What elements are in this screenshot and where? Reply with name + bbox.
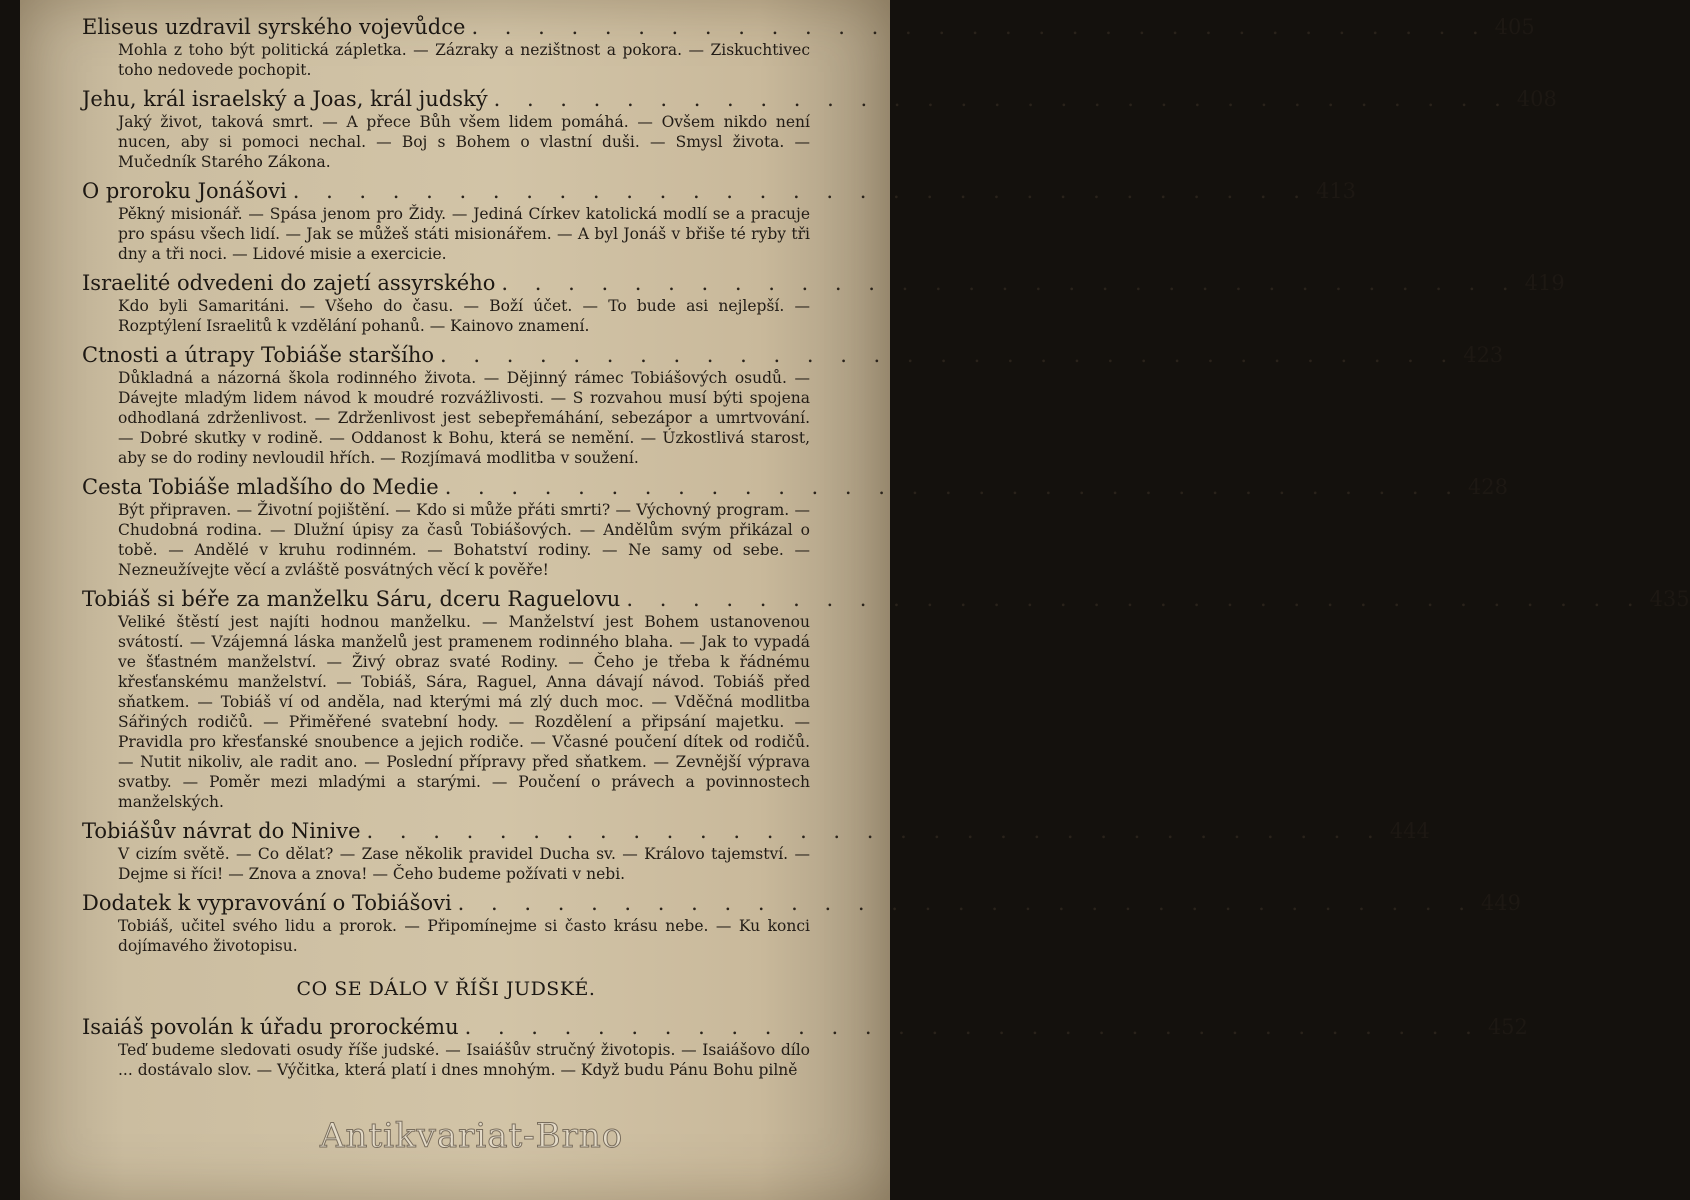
toc-entry-heading (82, 1014, 1528, 1040)
page-number: 419 (1524, 271, 1565, 295)
table-of-contents (82, 14, 1690, 1086)
entry-description: Kdo byli Samaritáni. — Všeho do času. — Boží účet. — To bude asi nejlepší. — Rozptýlení Israelitů k vzdělání pohanů. — Kainovo znamení. (118, 297, 810, 335)
entry-description: Pěkný misionář. — Spása jenom pro Židy. — Jediná Církev katolická modlí se a pracuje pro spásu všech lidí. — Jak se můžeš státi misionářem. — A byl Jonáš v břiše té ryby tři dny a tři noci. — Lidové misie a exercicie. (118, 205, 810, 263)
entry-description: Jaký život, taková smrt. — A přece Bůh všem lidem pomáhá. — Ovšem nikdo není nucen, aby si pomoci nechal. — Boj s Bohem o vlastní duši. — Smysl života. — Mučedník Starého Zákona. (118, 113, 810, 171)
toc-list-2 (82, 1014, 1528, 1080)
toc-entry-heading (82, 86, 1557, 112)
toc-entry-heading (82, 890, 1521, 916)
toc-entry (82, 586, 1690, 812)
toc-entry-heading (82, 818, 1430, 844)
dot-leader: . . . . . . . . . . . . . . . . . . . . . . . . . . . . . . . (444, 475, 1462, 499)
page-number: 444 (1389, 819, 1430, 843)
entry-description: Mohla z toho být politická zápletka. — Zázraky a nezištnost a pokora. — Ziskuchtivec toho nedovede pochopit. (118, 41, 810, 79)
book-page (20, 0, 1690, 1200)
entry-title: Dodatek k vypravování o Tobiášovi (82, 891, 452, 915)
toc-entry-heading (82, 342, 1504, 368)
toc-entry (82, 818, 1430, 884)
toc-entry-heading (82, 14, 1535, 40)
dot-leader: . . . . . . . . . . . . . . . . . . . . . . . . . . . . . . . (471, 15, 1489, 39)
toc-entry-heading (82, 474, 1508, 500)
entry-title: Tobiáš si béře za manželku Sáru, dceru Raguelovu (82, 587, 621, 611)
dot-leader: . . . . . . . . . . . . . . . . . . . . . . . . . . . . . . . (501, 271, 1519, 295)
entry-title: Ctnosti a útrapy Tobiáše staršího (82, 343, 434, 367)
dot-leader: . . . . . . . . . . . . . . . . . . . . . . . . . . . . . . . (366, 819, 1384, 843)
toc-entry (82, 14, 1535, 80)
entry-title: Tobiášův návrat do Ninive (82, 819, 361, 843)
dot-leader: . . . . . . . . . . . . . . . . . . . . . . . . . . . . . . . (493, 87, 1511, 111)
entry-title: O proroku Jonášovi (82, 179, 287, 203)
page-number: 452 (1487, 1015, 1528, 1039)
toc-entry (82, 474, 1508, 580)
toc-entry-heading (82, 178, 1357, 204)
entry-description: V cizím světě. — Co dělat? — Zase několik pravidel Ducha sv. — Královo tajemství. — Dejme si říci! — Znova a znova! — Čeho budeme požívati v nebi. (118, 845, 810, 883)
dot-leader: . . . . . . . . . . . . . . . . . . . . . . . . . . . . . . . (440, 343, 1458, 367)
dot-leader: . . . . . . . . . . . . . . . . . . . . . . . . . . . . . . . (464, 1015, 1482, 1039)
entry-title: Jehu, král israelský a Joas, král judský (82, 87, 488, 111)
toc-entry (82, 178, 1357, 264)
dot-leader: . . . . . . . . . . . . . . . . . . . . . . . . . . . . . . . (457, 891, 1475, 915)
entry-title: Eliseus uzdravil syrského vojevůdce (82, 15, 466, 39)
entry-title: Isaiáš povolán k úřadu prorockému (82, 1015, 459, 1039)
entry-title: Israelité odvedeni do zajetí assyrského (82, 271, 496, 295)
toc-entry-heading (82, 270, 1565, 296)
toc-entry (82, 86, 1557, 172)
page-number: 423 (1463, 343, 1504, 367)
toc-list (82, 14, 1690, 956)
entry-title: Cesta Tobiáše mladšího do Medie (82, 475, 439, 499)
entry-description: Veliké štěstí jest najíti hodnou manželku. — Manželství jest Bohem ustanovenou svátostí. — Vzájemná láska manželů jest pramenem rodinného blaha. — Jak to vypadá ve šťastném manželství. — Živý obraz svaté Rodiny. — Čeho je třeba k řádnému křesťanskému manželství. — Tobiáš, Sára, Raguel, Anna dávají návod. Tobiáš před sňatkem. — Tobiáš ví od anděla, nad kterými má zlý duch moc. — Vděčná modlitba Sářiných rodičů. — Přiměřené svatební hody. — Rozdělení a připsání majetku. — Pravidla pro křesťanské snoubence a jejich rodiče. — Včasné poučení dítek od rodičů. — Nutit nikoliv, ale radit ano. — Poslední přípravy před sňatkem. — Zevnější výprava svatby. — Poměr mezi mladými a starými. — Poučení o právech a povinnostech manželských. (118, 613, 810, 811)
entry-description: Důkladná a názorná škola rodinného života. — Dějinný rámec Tobiášových osudů. — Dávejte mladým lidem návod k moudré rozvážlivosti. — S rozvahou musí býti spojena odhodlaná zdrženlivost. — Zdrženlivost jest sebepřemáhání, sebezápor a umrtvování. — Dobré skutky v rodině. — Oddanost k Bohu, která se nemění. — Úzkostlivá starost, aby se do rodiny nevloudil hřích. — Rozjímavá modlitba v soužení. (118, 369, 810, 467)
dot-leader: . . . . . . . . . . . . . . . . . . . . . . . . . . . . . . . (292, 179, 1310, 203)
toc-entry (82, 1014, 1528, 1080)
toc-entry (82, 890, 1521, 956)
page-number: 428 (1467, 475, 1508, 499)
page-number: 405 (1494, 15, 1535, 39)
dot-leader: . . . . . . . . . . . . . . . . . . . . . . . . . . . . . . . (626, 587, 1644, 611)
page-number: 449 (1480, 891, 1521, 915)
toc-entry-heading (82, 586, 1690, 612)
watermark: Antikvariat-Brno (320, 1116, 624, 1156)
toc-entry (82, 270, 1565, 336)
toc-entry (82, 342, 1504, 468)
page-number: 435 (1649, 587, 1690, 611)
entry-description: Teď budeme sledovati osudy říše judské. — Isaiášův stručný životopis. — Isaiášovo dílo ... dostávalo slov. — Výčitka, která platí i dnes mnohým. — Když budu Pánu Bohu pilně (118, 1041, 810, 1079)
entry-description: Tobiáš, učitel svého lidu a prorok. — Připomínejme si často krásu nebe. — Ku konci dojímavého životopisu. (118, 917, 810, 955)
page-number: 413 (1315, 179, 1357, 203)
section-heading: CO SE DÁLO V ŘÍŠI JUDSKÉ. (296, 978, 596, 1000)
entry-description: Být připraven. — Životní pojištění. — Kdo si může přáti smrti? — Výchovný program. — Chudobná rodina. — Dlužní úpisy za časů Tobiášových. — Andělům svým přikázal o tobě. — Andělé v kruhu rodinném. — Bohatství rodiny. — Ne samy od sebe. — Nezneužívejte věcí a zvláště posvátných věcí k pověře! (118, 501, 810, 579)
page-number: 408 (1516, 87, 1557, 111)
